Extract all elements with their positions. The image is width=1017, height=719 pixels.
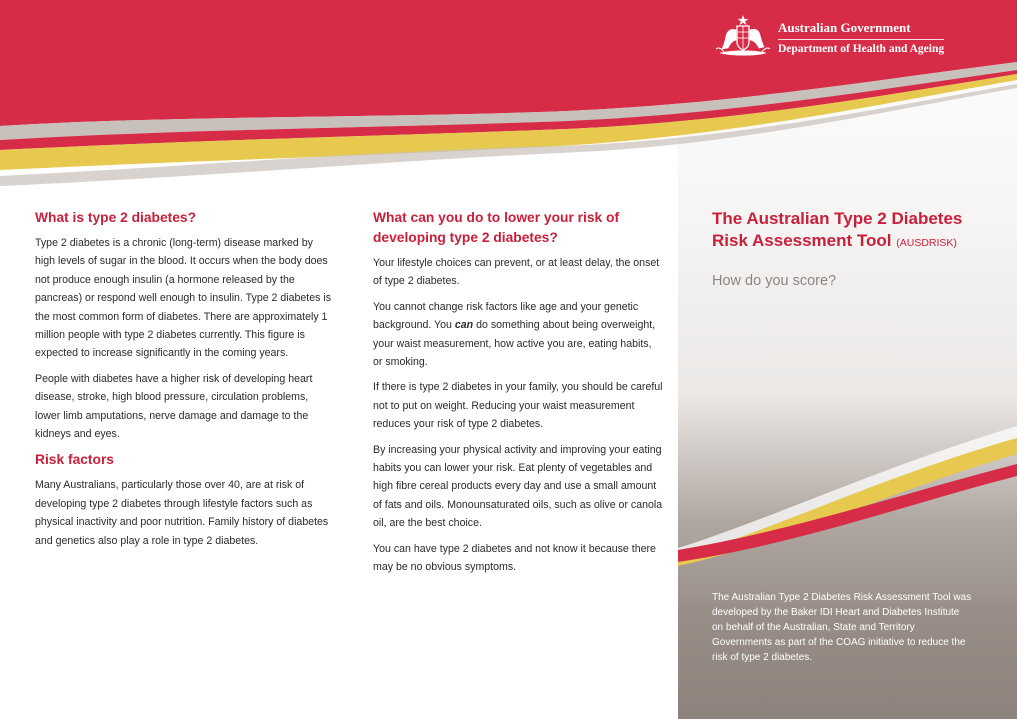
paragraph-text: You cannot change risk factors like age and your genetic background. You [373,300,639,332]
title-line-1: The Australian Type 2 Diabetes [712,209,963,228]
lower-risk-paragraph-2 [373,298,663,372]
middle-column [373,208,663,584]
risk-factors-heading: Risk factors [35,452,114,468]
lower-risk-paragraph-4: By increasing your physical activity and improving your eating habits you can lower your risk. Eat plenty of vegetables and high fibre cereal products every day and use a small amount of fats and oils. Monounsaturated oils, such as olive or canola oil, are the best choice. [373,443,663,530]
what-is-heading: What is type 2 diabetes? [35,210,197,225]
document-subtitle: How do you score? [712,273,837,289]
government-logo [712,14,945,60]
commonwealth-coat-of-arms-icon [712,14,774,60]
panel-swoosh-decoration [678,380,1017,580]
what-is-paragraph-1: Type 2 diabetes is a chronic (long-term) disease marked by high levels of sugar in the blood. It occurs when the body does not produce enough insulin (a hormone released by the pancreas) or respond well enough to insulin. Type 2 diabetes is the most common form of diabetes. There are approximately 1 million people with type 2 diabetes currently. This figure is expected to increase significantly in the coming years. [35,237,332,360]
risk-factors-paragraph: Many Australians, particularly those over 40, are at risk of developing type 2 diabetes through lifestyle factors such as physical inactivity and poor nutrition. Family history of diabetes and genetics also play a role in type 2 diabetes. [35,479,329,547]
left-column [35,208,335,557]
document-title [712,208,1002,254]
lower-risk-paragraph-3: If there is type 2 diabetes in your family, you should be careful not to put on weight. Reducing your waist measurement reduces your risk of type 2 diabetes. [373,381,663,431]
title-line-2: Risk Assessment Tool [712,231,892,250]
development-note: The Australian Type 2 Diabetes Risk Assessment Tool was developed by the Baker IDI Heart and Diabetes Institute on behalf of the Australian, State and Territory Governments as part of the COAG initiative to reduce the risk of type 2 diabetes. [712,592,972,663]
lower-risk-paragraph-1: Your lifestyle choices can prevent, or at least delay, the onset of type 2 diabetes. [373,257,660,288]
title-abbreviation: (AUSDRISK) [896,237,957,249]
lower-risk-heading: What can you do to lower your risk of developing type 2 diabetes? [373,210,620,245]
government-name: Australian Government [778,20,944,40]
emphasis-can: can [454,319,474,332]
department-name: Department of Health and Ageing [778,42,945,55]
cover-title-block [712,208,1002,289]
what-is-paragraph-2: People with diabetes have a higher risk of developing heart disease, stroke, high blood pressure, circulation problems, lower limb amputations, nerve damage and damage to the kidneys and eyes. [35,372,313,441]
paragraph-text: do something about being overweight, your waist measurement, how active you are, eating habits, or smoking. [373,319,656,369]
lower-risk-paragraph-5: You can have type 2 diabetes and not know it because there may be no obvious symptoms. [373,542,656,574]
